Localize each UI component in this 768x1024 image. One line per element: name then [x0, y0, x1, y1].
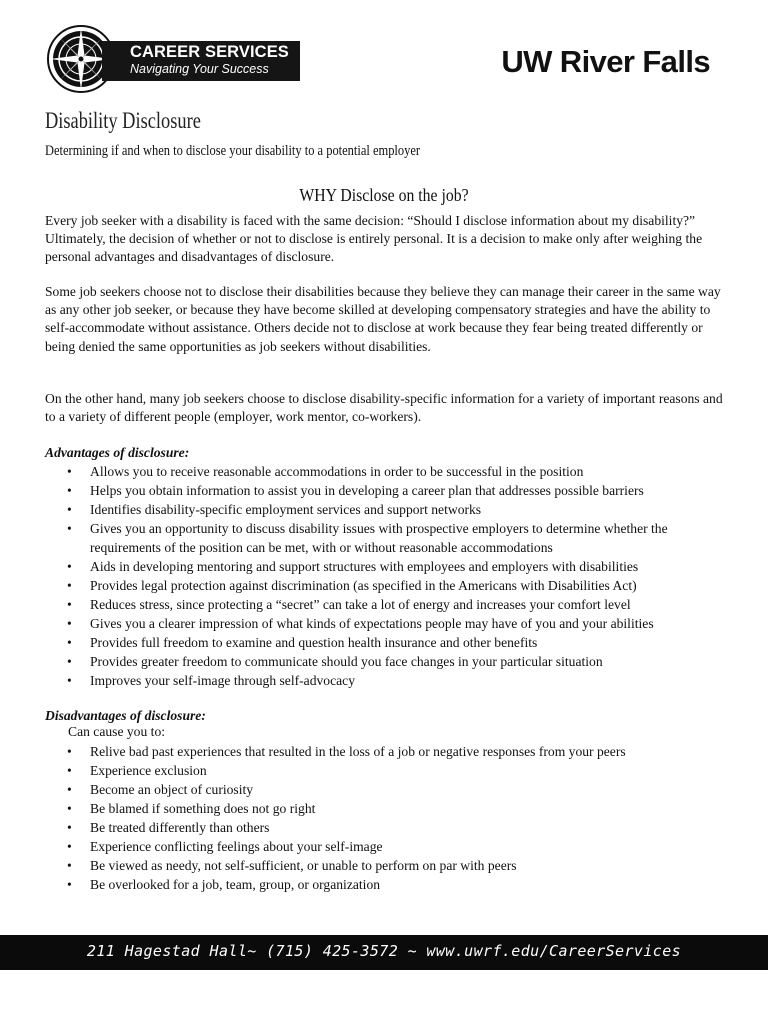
list-item: • Relive bad past experiences that resulted in the loss of a job or negative responses from your peers	[67, 742, 737, 761]
list-item: • Provides greater freedom to communicate should you face changes in your particular situation	[67, 652, 737, 671]
list-item: • Gives you a clearer impression of what kinds of expectations people may have of you and your abilities	[67, 614, 737, 633]
list-item: • Be blamed if something does not go right	[67, 799, 737, 818]
footer-contact: 211 Hagestad Hall~ (715) 425-3572 ~ www.uwrf.edu/CareerServices	[86, 942, 682, 960]
list-item: • Helps you obtain information to assist you in developing a career plan that addresses possible barriers	[67, 481, 737, 500]
paragraph-nondisclosure: Some job seekers choose not to disclose their disabilities because they believe they can manage their career in the same way as any other job seeker, or because they have become skilled at developing compensatory strategies and have the ability to self-accommodate without assistance. Others decide not to disclose at work because they fear being treated differently or being denied the same opportunities as job seekers without disabilities.	[45, 284, 721, 354]
list-item: • Improves your self-image through self-advocacy	[67, 671, 737, 690]
list-item: • Become an object of curiosity	[67, 780, 737, 799]
list-item: • Experience conflicting feelings about your self-image	[67, 837, 737, 856]
list-item: • Be treated differently than others	[67, 818, 737, 837]
list-item: • Be overlooked for a job, team, group, or organization	[67, 875, 737, 894]
document-subtitle: Determining if and when to disclose your disability to a potential employer	[45, 143, 421, 159]
paragraph-disclosure: On the other hand, many job seekers choose to disclose disability-specific information for a variety of important reasons and to a variety of different people (employer, work mentor, co-workers).	[45, 391, 723, 425]
list-item: • Allows you to receive reasonable accommodations in order to be successful in the position	[67, 462, 737, 481]
list-item: • Gives you an opportunity to discuss disability issues with prospective employers to determine whether the requirements of the position can be met, with or without reasonable accommodations	[67, 519, 737, 557]
document-title: Disability Disclosure	[45, 108, 201, 133]
section-heading: WHY Disclose on the job?	[299, 185, 469, 205]
list-item: • Experience exclusion	[67, 761, 737, 780]
logo-title: CAREER SERVICES	[130, 43, 289, 61]
list-item: • Identifies disability-specific employment services and support networks	[67, 500, 737, 519]
disadvantages-heading: Disadvantages of disclosure:	[45, 708, 206, 723]
paragraph-intro: Every job seeker with a disability is faced with the same decision: “Should I disclose information about my disability?” Ultimately, the decision of whether or not to disclose is entirely personal. It is a decision to make only after weighing the personal advantages and disadvantages of disclosure.	[45, 213, 703, 265]
list-item: • Reduces stress, since protecting a “secret” can take a lot of energy and increases your comfort level	[67, 595, 737, 614]
disadvantages-intro: Can cause you to:	[68, 724, 166, 739]
list-item: • Provides legal protection against discrimination (as specified in the Americans with Disabilities Act)	[67, 576, 737, 595]
brand-name: UW River Falls	[501, 44, 710, 79]
disadvantages-list	[67, 742, 737, 894]
footer-bar	[0, 935, 768, 970]
logo-subtitle: Navigating Your Success	[130, 62, 269, 76]
list-item: • Aids in developing mentoring and support structures with employees and employers with disabilities	[67, 557, 737, 576]
advantages-heading: Advantages of disclosure:	[45, 445, 190, 460]
list-item: • Provides full freedom to examine and question health insurance and other benefits	[67, 633, 737, 652]
advantages-list	[67, 462, 737, 690]
career-services-logo	[46, 24, 289, 94]
list-item: • Be viewed as needy, not self-sufficient, or unable to perform on par with peers	[67, 856, 737, 875]
